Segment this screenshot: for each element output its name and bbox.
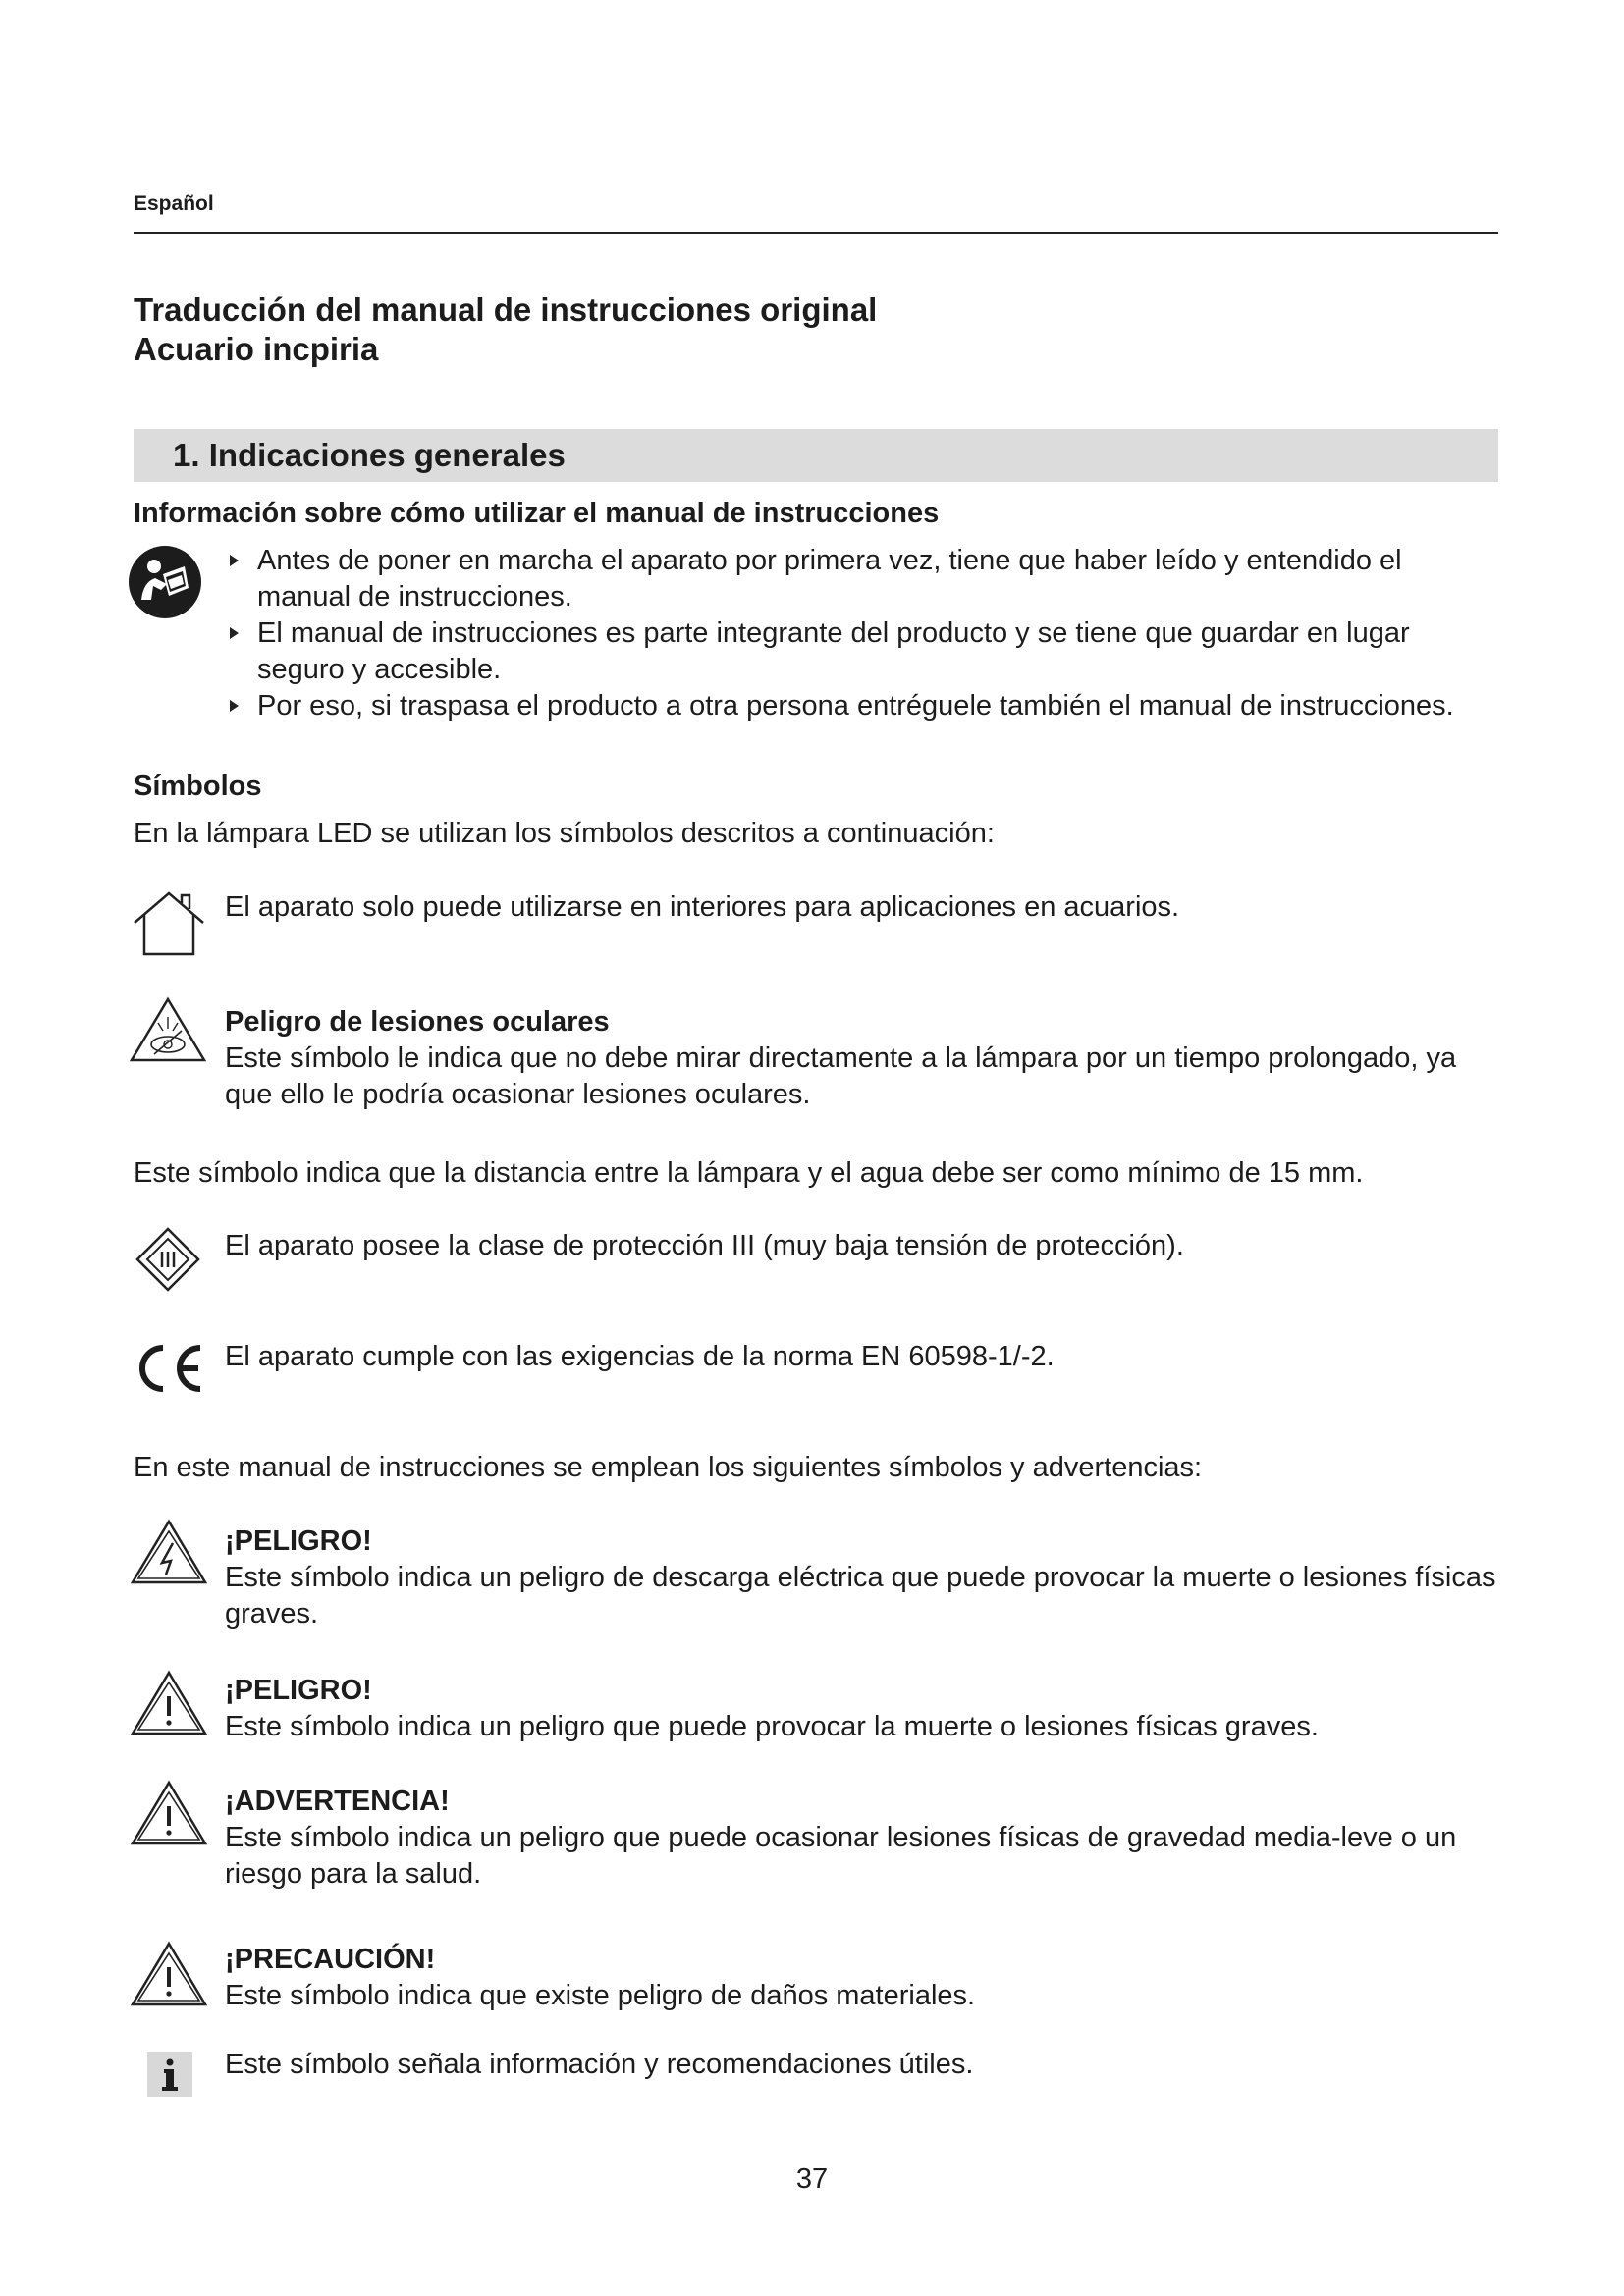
warning-title-advertencia: ¡ADVERTENCIA! bbox=[225, 1786, 450, 1817]
document-title: Traducción del manual de instrucciones original bbox=[134, 292, 878, 328]
distance-text: Este símbolo indica que la distancia entre la lámpara y el agua debe ser como mínimo de 15 mm. bbox=[134, 1157, 1364, 1189]
indoor-use-text: El aparato solo puede utilizarse en interiores para aplicaciones en acuarios. bbox=[225, 891, 1180, 923]
protection-class-iii-icon bbox=[135, 1227, 200, 1292]
bullet-arrow-icon bbox=[230, 627, 239, 639]
list-item: Por eso, si traspasa el producto a otra persona entréguele también el manual de instrucciones. bbox=[226, 688, 1502, 724]
danger-warning-icon bbox=[130, 1669, 208, 1737]
protection-class-text: El aparato posee la clase de protección III (muy baja tensión de protección). bbox=[225, 1230, 1184, 1261]
bullet-arrow-icon bbox=[230, 700, 239, 712]
indoor-use-icon bbox=[131, 889, 207, 958]
advertencia-warning-icon bbox=[130, 1779, 208, 1847]
warnings-intro: En este manual de instrucciones se emplean los siguientes símbolos y advertencias: bbox=[134, 1452, 1203, 1483]
eye-hazard-title: Peligro de lesiones oculares bbox=[225, 1006, 610, 1038]
electric-hazard-icon bbox=[130, 1518, 208, 1586]
info-text: Este símbolo señala información y recomendaciones útiles. bbox=[225, 2049, 974, 2080]
read-manual-icon bbox=[128, 545, 202, 619]
symbols-intro: En la lámpara LED se utilizan los símbolos descritos a continuación: bbox=[134, 818, 995, 849]
bullet-arrow-icon bbox=[230, 555, 239, 566]
warning-title-precaucion: ¡PRECAUCIÓN! bbox=[225, 1944, 436, 1975]
precaucion-warning-icon bbox=[130, 1940, 208, 2008]
list-item: Antes de poner en marcha el aparato por primera vez, tiene que haber leído y entendido el manual de instrucciones. bbox=[226, 543, 1502, 615]
manual-info-list bbox=[226, 543, 1502, 724]
document-subtitle: Acuario incpiria bbox=[134, 331, 379, 367]
section-heading-bar bbox=[134, 429, 1498, 482]
ce-mark-icon bbox=[134, 1343, 208, 1394]
warning-text-precaucion: Este símbolo indica que existe peligro de daños materiales. bbox=[225, 1980, 976, 2011]
ce-text: El aparato cumple con las exigencias de la norma EN 60598-1/-2. bbox=[225, 1341, 1055, 1372]
warning-title-danger-electric: ¡PELIGRO! bbox=[225, 1525, 372, 1557]
section-heading: 1. Indicaciones generales bbox=[173, 437, 566, 473]
header-rule bbox=[134, 232, 1498, 234]
manual-info-heading: Información sobre cómo utilizar el manual de instrucciones bbox=[134, 498, 940, 529]
info-icon bbox=[147, 2052, 192, 2097]
list-item: El manual de instrucciones es parte integrante del producto y se tiene que guardar en lugar seguro y accesible. bbox=[226, 615, 1502, 688]
page-number: 37 bbox=[795, 2163, 829, 2195]
language-label: Español bbox=[134, 192, 214, 215]
warning-text-danger-electric: Este símbolo indica un peligro de descarga eléctrica que puede provocar la muerte o lesiones físicas graves. bbox=[225, 1562, 1496, 1629]
eye-hazard-icon bbox=[129, 995, 207, 1064]
warning-text-advertencia: Este símbolo indica un peligro que puede ocasionar lesiones físicas de gravedad media-leve o un riesgo para la salud. bbox=[225, 1822, 1457, 1890]
symbols-heading: Símbolos bbox=[134, 771, 262, 802]
eye-hazard-text: Este símbolo le indica que no debe mirar directamente a la lámpara por un tiempo prolongado, ya que ello le podría ocasionar lesiones oculares. bbox=[225, 1042, 1457, 1110]
warning-title-danger: ¡PELIGRO! bbox=[225, 1675, 372, 1706]
warning-text-danger: Este símbolo indica un peligro que puede provocar la muerte o lesiones físicas graves. bbox=[225, 1711, 1319, 1742]
